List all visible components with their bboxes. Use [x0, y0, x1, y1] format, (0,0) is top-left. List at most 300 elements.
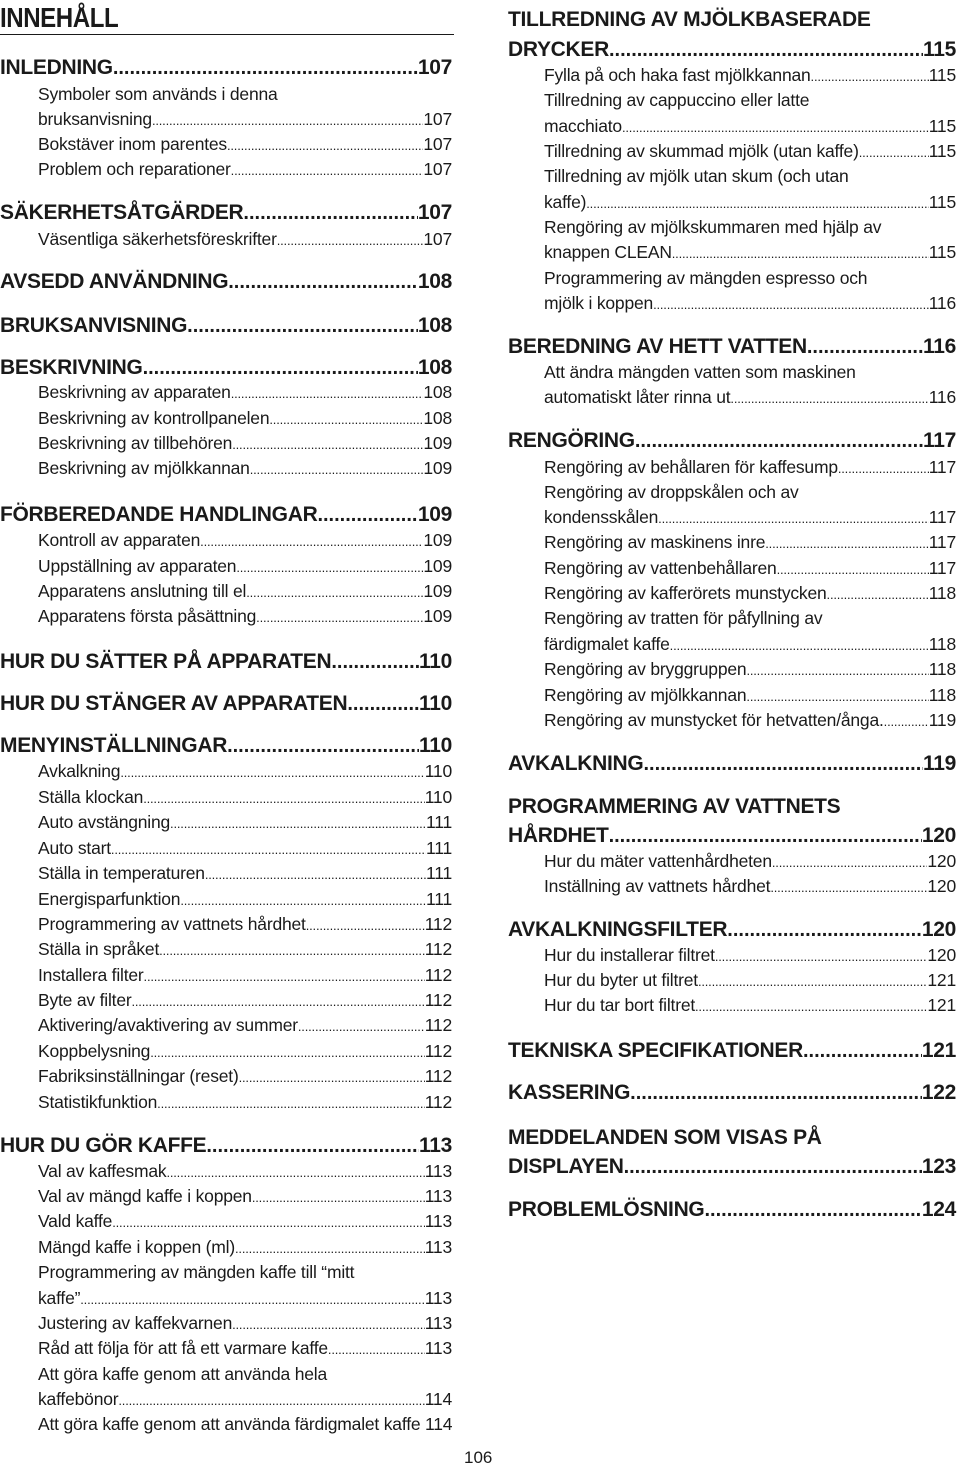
dot-leader: [150, 1045, 424, 1060]
dot-leader: [609, 39, 923, 62]
toc-section-entry: [508, 8, 871, 32]
toc-subsection-entry: [508, 482, 799, 503]
dot-leader: [180, 893, 426, 908]
toc-subsection-entry: [508, 192, 956, 213]
dot-leader: [143, 791, 425, 806]
entry-page-number: 112: [424, 939, 452, 959]
entry-page-number: 109: [423, 458, 452, 478]
entry-title: Ställa in temperaturen: [38, 863, 205, 883]
entry-page-number: 114: [424, 1389, 452, 1409]
entry-page-number: 116: [928, 387, 956, 407]
dot-leader: [807, 336, 923, 359]
entry-title: Rengöring av bryggruppen: [544, 659, 747, 679]
entry-page-number: 111: [425, 812, 452, 832]
entry-title: AVKALKNING: [508, 752, 644, 775]
toc-section-entry: [0, 1134, 452, 1158]
toc-section-entry: [0, 356, 452, 380]
entry-title: Koppbelysning: [38, 1041, 151, 1061]
toc-section-entry: [0, 201, 452, 225]
entry-page-number: 108: [423, 408, 452, 428]
dot-leader: [827, 587, 929, 602]
entry-title: Tillredning av mjölk utan skum (och utan: [544, 166, 849, 186]
entry-title: Rengöring av mjölkkannan: [544, 685, 747, 705]
dot-leader: [166, 1165, 424, 1180]
toc-section-entry: [0, 270, 452, 294]
toc-section-entry: [0, 314, 452, 338]
entry-page-number: 120: [927, 945, 956, 965]
entry-title: TILLREDNING AV MJÖLKBASERADE: [508, 8, 871, 31]
entry-page-number: 117: [928, 457, 956, 477]
entry-page-number: 117: [928, 558, 956, 578]
entry-title: Ställa klockan: [38, 787, 144, 807]
entry-title: KASSERING: [508, 1081, 631, 1104]
toc-subsection-entry: [0, 556, 452, 577]
toc-subsection-entry: [508, 876, 956, 897]
dot-leader: [131, 994, 424, 1009]
toc-subsection-entry: [508, 659, 956, 680]
toc-subsection-entry: [508, 268, 867, 289]
toc-subsection-entry: [508, 634, 956, 655]
entry-page-number: 111: [425, 863, 452, 883]
entry-title: färdigmalet kaffe: [544, 634, 670, 654]
dot-leader: [770, 880, 927, 895]
toc-subsection-entry: [0, 863, 452, 884]
entry-title: Rengöring av vattenbehållaren: [544, 558, 777, 578]
dot-leader: [698, 974, 927, 989]
entry-title: INLEDNING: [0, 56, 113, 79]
entry-page-number: 113: [424, 1161, 452, 1181]
entry-title: Att ändra mängden vatten som maskinen: [544, 362, 856, 382]
toc-subsection-entry: [508, 583, 956, 604]
toc-subsection-entry: [508, 851, 956, 872]
toc-subsection-entry: [508, 945, 956, 966]
dot-leader: [239, 1070, 425, 1085]
toc-subsection-entry: [0, 382, 452, 403]
toc-subsection-entry: [508, 166, 849, 187]
entry-page-number: 109: [423, 581, 452, 601]
entry-title: Mängd kaffe i koppen (ml): [38, 1237, 236, 1257]
entry-title: Val av mängd kaffe i koppen: [38, 1186, 252, 1206]
toc-subsection-entry: [508, 685, 956, 706]
entry-title: Aktivering/avaktivering av summer: [38, 1015, 298, 1035]
entry-title: Rengöring av behållaren för kaffesump: [544, 457, 838, 477]
entry-page-number: 113: [424, 1211, 452, 1231]
entry-title: RENGÖRING: [508, 429, 635, 452]
entry-title: Beskrivning av mjölkkannan: [38, 458, 250, 478]
entry-page-number: 113: [424, 1186, 452, 1206]
entry-title: Hur du tar bort filtret: [544, 995, 696, 1015]
toc-subsection-entry: [0, 1092, 452, 1113]
entry-title: Råd att följa för att få ett varmare kaffe: [38, 1338, 328, 1358]
entry-page-number: 118: [928, 634, 956, 654]
dot-leader: [643, 753, 923, 776]
entry-title: macchiato: [544, 116, 622, 136]
toc-subsection-entry: [0, 914, 452, 935]
entry-title: MEDDELANDEN SOM VISAS PÅ: [508, 1126, 822, 1149]
entry-page-number: 111: [425, 838, 452, 858]
dot-leader: [670, 638, 929, 653]
entry-title: kaffe): [544, 192, 587, 212]
toc-subsection-entry: [0, 458, 452, 479]
toc-subsection-entry: [0, 229, 452, 250]
toc-subsection-entry: [0, 889, 452, 910]
entry-page-number: 108: [417, 356, 452, 379]
dot-leader: [622, 120, 929, 135]
entry-title: PROGRAMMERING AV VATTNETS: [508, 795, 841, 818]
toc-subsection-entry: [0, 838, 452, 859]
entry-page-number: 119: [923, 752, 956, 775]
entry-title: Beskrivning av kontrollpanelen: [38, 408, 270, 428]
toc-section-entry: [508, 752, 956, 776]
entry-page-number: 120: [921, 918, 956, 941]
dot-leader: [624, 1156, 922, 1179]
toc-subsection-entry: [0, 134, 452, 155]
entry-page-number: 116: [928, 293, 956, 313]
dot-leader: [746, 663, 928, 678]
dot-leader: [331, 651, 419, 674]
toc-subsection-entry: [0, 1015, 452, 1036]
page-title: INNEHÅLL: [0, 2, 119, 33]
toc-section-entry: [0, 734, 452, 758]
entry-page-number: 107: [423, 134, 452, 154]
dot-leader: [298, 1019, 425, 1034]
entry-page-number: 110: [419, 650, 452, 673]
entry-page-number: 118: [928, 583, 956, 603]
dot-leader: [695, 999, 927, 1014]
toc-subsection-entry: [508, 116, 956, 137]
toc-subsection-entry: [508, 387, 956, 408]
dot-leader: [859, 145, 929, 160]
entry-title: BESKRIVNING: [0, 356, 143, 379]
entry-title: BRUKSANVISNING: [0, 314, 188, 337]
dot-leader: [653, 297, 929, 312]
entry-page-number: 110: [424, 787, 452, 807]
entry-page-number: 112: [424, 965, 452, 985]
dot-leader: [765, 536, 928, 551]
toc-subsection-entry: [0, 159, 452, 180]
toc-subsection-entry: [0, 530, 452, 551]
entry-page-number: 109: [423, 530, 452, 550]
toc-section-entry: [508, 795, 840, 819]
toc-section-entry: [508, 1155, 956, 1179]
entry-title: Symboler som används i denna: [38, 84, 278, 104]
entry-title: Auto start: [38, 838, 111, 858]
entry-page-number: 116: [923, 335, 956, 358]
entry-title: BEREDNING AV HETT VATTEN: [508, 335, 807, 358]
entry-title: Installera filter: [38, 965, 144, 985]
entry-title: PROBLEMLÖSNING: [508, 1198, 705, 1221]
toc-section-entry: [508, 429, 956, 453]
entry-page-number: 113: [424, 1338, 452, 1358]
entry-page-number: 107: [423, 229, 452, 249]
dot-leader: [231, 163, 424, 178]
entry-title: HUR DU SÄTTER PÅ APPARATEN: [0, 650, 332, 673]
entry-title: Fabriksinställningar (reset): [38, 1066, 239, 1086]
entry-page-number: 121: [927, 995, 956, 1015]
dot-leader: [170, 816, 426, 831]
entry-title: AVKALKNINGSFILTER: [508, 918, 728, 941]
entry-title: DISPLAYEN: [508, 1155, 624, 1178]
entry-page-number: 108: [423, 382, 452, 402]
toc-subsection-entry: [0, 1262, 354, 1283]
entry-title: Bokstäver inom parentes: [38, 134, 227, 154]
entry-page-number: 107: [417, 56, 452, 79]
toc-subsection-entry: [0, 408, 452, 429]
dot-leader: [118, 1393, 424, 1408]
entry-page-number: 112: [424, 1066, 452, 1086]
dot-leader: [730, 391, 928, 406]
entry-page-number: 117: [928, 532, 956, 552]
toc-subsection-entry: [0, 812, 452, 833]
entry-page-number: 115: [928, 242, 956, 262]
entry-page-number: 109: [417, 503, 452, 526]
entry-title: SÄKERHETSÅTGÄRDER: [0, 201, 244, 224]
entry-page-number: 112: [424, 914, 452, 934]
toc-section-entry: [508, 824, 956, 848]
dot-leader: [250, 462, 424, 477]
dot-leader: [227, 138, 423, 153]
toc-subsection-entry: [0, 761, 452, 782]
entry-title: HÅRDHET: [508, 824, 609, 847]
dot-leader: [838, 461, 929, 476]
entry-page-number: 115: [928, 141, 956, 161]
toc-subsection-entry: [0, 965, 452, 986]
dot-leader: [256, 610, 423, 625]
entry-title: Kontroll av apparaten: [38, 530, 201, 550]
dot-leader: [120, 765, 424, 780]
entry-title: kondensskålen: [544, 507, 659, 527]
dot-leader: [715, 949, 928, 964]
dot-leader: [205, 867, 426, 882]
entry-title: Programmering av vattnets hårdhet: [38, 914, 306, 934]
entry-page-number: 117: [928, 507, 956, 527]
toc-subsection-entry: [0, 990, 452, 1011]
entry-page-number: 119: [928, 710, 956, 730]
entry-title: Byte av filter: [38, 990, 132, 1010]
dot-leader: [143, 357, 418, 380]
dot-leader: [236, 560, 423, 575]
toc-section-entry: [0, 692, 452, 716]
entry-title: automatiskt låter rinna ut: [544, 387, 731, 407]
toc-subsection-entry: [0, 1237, 452, 1258]
toc-section-entry: [508, 335, 956, 359]
entry-page-number: 107: [423, 109, 452, 129]
toc-subsection-entry: [508, 141, 956, 162]
entry-title: Rengöring av kafferörets munstycken: [544, 583, 827, 603]
entry-title: Rengöring av mjölkskummaren med hjälp av: [544, 217, 882, 237]
dot-leader: [609, 825, 922, 848]
toc-subsection-entry: [0, 1389, 452, 1410]
page-number: 106: [464, 1448, 493, 1467]
toc-subsection-entry: [0, 787, 452, 808]
toc-section-entry: [508, 1126, 822, 1150]
dot-leader: [727, 919, 922, 942]
entry-page-number: 110: [424, 761, 452, 781]
dot-leader: [884, 714, 929, 729]
toc-subsection-entry: [0, 1313, 452, 1334]
entry-page-number: 109: [423, 556, 452, 576]
entry-title: Statistikfunktion: [38, 1092, 158, 1112]
dot-leader: [228, 271, 418, 294]
entry-title: Val av kaffesmak: [38, 1161, 167, 1181]
dot-leader: [243, 202, 417, 225]
entry-title: Tillredning av cappuccino eller latte: [544, 90, 810, 110]
entry-title: AVSEDD ANVÄNDNING: [0, 270, 229, 293]
entry-title: Problem och reparationer: [38, 159, 231, 179]
dot-leader: [746, 689, 928, 704]
dot-leader: [630, 1082, 922, 1105]
entry-title: Auto avstängning: [38, 812, 171, 832]
entry-title: kaffe”: [38, 1288, 81, 1308]
dot-leader: [232, 437, 423, 452]
toc-subsection-entry: [508, 608, 822, 629]
entry-page-number: 113: [419, 1134, 452, 1157]
entry-title: HUR DU STÄNGER AV APPARATEN: [0, 692, 348, 715]
toc-section-entry: [0, 650, 452, 674]
entry-title: Programmering av mängden espresso och: [544, 268, 868, 288]
entry-page-number: 107: [417, 201, 452, 224]
entry-page-number: 108: [417, 270, 452, 293]
toc-section-entry: [508, 1198, 956, 1222]
toc-subsection-entry: [0, 1364, 327, 1385]
entry-page-number: 118: [928, 659, 956, 679]
toc-subsection-entry: [0, 1288, 452, 1309]
entry-title: Energisparfunktion: [38, 889, 181, 909]
dot-leader: [200, 534, 423, 549]
dot-leader: [672, 246, 929, 261]
toc-section-entry: [508, 1081, 956, 1105]
entry-title: mjölk i koppen: [544, 293, 654, 313]
entry-page-number: 120: [927, 851, 956, 871]
entry-page-number: 113: [424, 1237, 452, 1257]
entry-title: Rengöring av droppskålen och av: [544, 482, 799, 502]
dot-leader: [112, 1215, 424, 1230]
entry-page-number: 115: [928, 116, 956, 136]
entry-title: Avkalkning: [38, 761, 121, 781]
dot-leader: [306, 918, 425, 933]
title-rule: [0, 34, 454, 35]
toc-subsection-entry: [508, 558, 956, 579]
dot-leader: [252, 1190, 425, 1205]
dot-leader: [772, 855, 928, 870]
toc-subsection-entry: [0, 1041, 452, 1062]
toc-subsection-entry: [0, 1161, 452, 1182]
entry-title: Rengöring av maskinens inre: [544, 532, 766, 552]
entry-title: Hur du installerar filtret: [544, 945, 715, 965]
dot-leader: [227, 735, 419, 758]
toc-subsection-entry: [0, 939, 452, 960]
toc-subsection-entry: [508, 217, 881, 238]
entry-page-number: 113: [424, 1313, 452, 1333]
dot-leader: [157, 1096, 425, 1111]
entry-title: bruksanvisning: [38, 109, 152, 129]
toc-section-entry: [508, 1039, 956, 1063]
toc-subsection-entry: [0, 1066, 452, 1087]
entry-title: Fylla på och haka fast mjölkkannan: [544, 65, 811, 85]
dot-leader: [235, 1241, 425, 1256]
toc-subsection-entry: [0, 1186, 452, 1207]
dot-leader: [635, 430, 923, 453]
toc-section-entry: [508, 38, 956, 62]
toc-subsection-entry: [0, 84, 278, 105]
entry-page-number: 117: [923, 429, 956, 452]
dot-leader: [80, 1292, 424, 1307]
dot-leader: [811, 69, 929, 84]
entry-title: Väsentliga säkerhetsföreskrifter: [38, 229, 277, 249]
entry-page-number: 121: [921, 1039, 956, 1062]
entry-title: TEKNISKA SPECIFIKATIONER: [508, 1039, 803, 1062]
entry-page-number: 118: [928, 685, 956, 705]
entry-page-number: 111: [425, 889, 452, 909]
toc-section-entry: [508, 918, 956, 942]
entry-title: Ställa in språket: [38, 939, 160, 959]
toc-subsection-entry: [0, 606, 452, 627]
dot-leader: [113, 57, 418, 80]
dot-leader: [704, 1199, 921, 1222]
entry-title: Uppställning av apparaten: [38, 556, 237, 576]
entry-title: Programmering av mängden kaffe till “mitt: [38, 1262, 355, 1282]
entry-page-number: 110: [419, 734, 452, 757]
entry-page-number: 112: [424, 990, 452, 1010]
entry-title: Vald kaffe: [38, 1211, 113, 1231]
dot-leader: [187, 315, 418, 338]
dot-leader: [231, 386, 424, 401]
entry-title: HUR DU GÖR KAFFE: [0, 1134, 207, 1157]
dot-leader: [246, 585, 423, 600]
dot-leader: [144, 969, 425, 984]
entry-title: Rengöring av tratten för påfyllning av: [544, 608, 823, 628]
entry-page-number: 107: [423, 159, 452, 179]
entry-page-number: 122: [921, 1081, 956, 1104]
toc-subsection-entry: [508, 995, 956, 1016]
dot-leader: [159, 943, 425, 958]
dot-leader: [347, 693, 419, 716]
toc-subsection-entry: [508, 65, 956, 86]
entry-page-number: 108: [417, 314, 452, 337]
dot-leader: [586, 196, 928, 211]
toc-subsection-entry: [0, 1414, 452, 1435]
dot-leader: [206, 1135, 419, 1158]
entry-page-number: 123: [921, 1155, 956, 1178]
toc-subsection-entry: [508, 242, 956, 263]
dot-leader: [777, 562, 929, 577]
entry-page-number: 113: [424, 1288, 452, 1308]
toc-subsection-entry: [0, 581, 452, 602]
entry-page-number: 120: [927, 876, 956, 896]
entry-title: Apparatens första påsättning: [38, 606, 257, 626]
dot-leader: [232, 1317, 425, 1332]
entry-page-number: 115: [928, 192, 956, 212]
toc-subsection-entry: [508, 293, 956, 314]
entry-page-number: 121: [927, 970, 956, 990]
dot-leader: [803, 1040, 922, 1063]
entry-page-number: 109: [423, 606, 452, 626]
entry-page-number: 112: [424, 1015, 452, 1035]
toc-subsection-entry: [0, 109, 452, 130]
entry-page-number: 124: [921, 1198, 956, 1221]
dot-leader: [317, 504, 417, 527]
entry-title: kaffebönor: [38, 1389, 119, 1409]
entry-title: Hur du mäter vattenhårdheten: [544, 851, 772, 871]
entry-title: Beskrivning av apparaten: [38, 382, 231, 402]
toc-subsection-entry: [508, 362, 856, 383]
toc-subsection-entry: [508, 710, 956, 731]
entry-page-number: 115: [928, 65, 956, 85]
entry-title: Att göra kaffe genom att använda färdigmalet kaffe 114: [38, 1414, 453, 1434]
toc-section-entry: [0, 503, 452, 527]
entry-title: Rengöring av munstycket för hetvatten/ånga.: [544, 710, 884, 730]
dot-leader: [658, 511, 929, 526]
